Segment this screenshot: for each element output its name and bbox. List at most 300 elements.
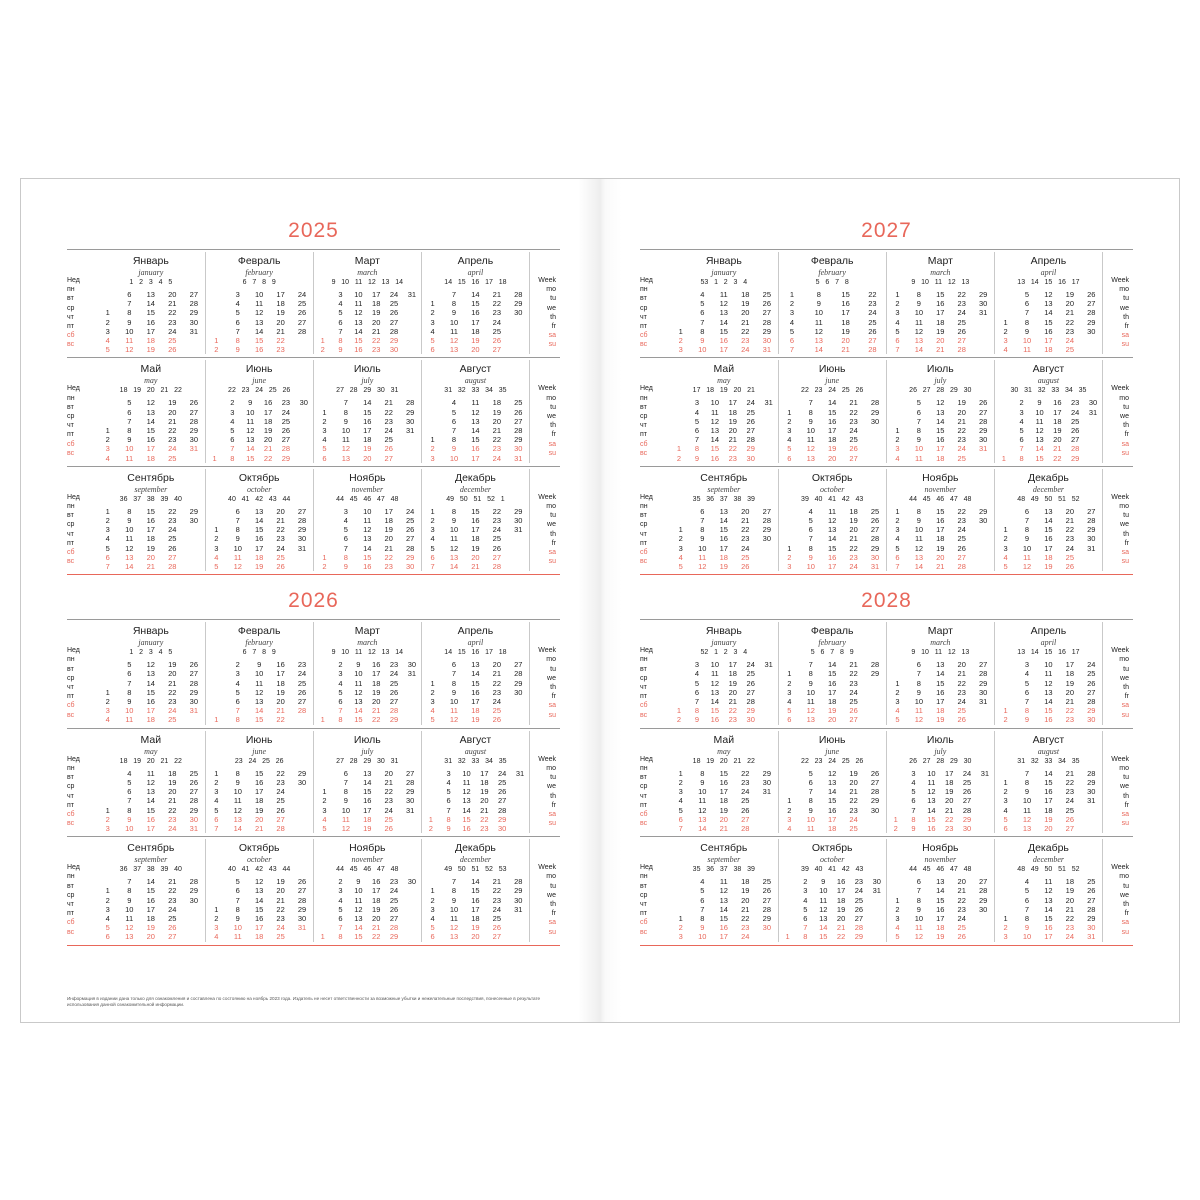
week-day-row — [995, 905, 1102, 914]
day-cell: 23 — [384, 562, 393, 572]
week-day-row — [422, 327, 529, 336]
day-cell: 28 — [746, 435, 755, 445]
day-cell: 27 — [297, 697, 307, 707]
day-cell: 21 — [1065, 768, 1075, 778]
day-cell: 12 — [936, 398, 945, 408]
day-cell: 4 — [451, 398, 457, 408]
day-cell — [868, 896, 886, 905]
day-cell: 30 — [498, 823, 507, 833]
day-cell: 23 — [1071, 398, 1080, 408]
month-name: Август august — [422, 360, 529, 387]
day-cell: 24 — [741, 932, 750, 942]
day-cell: 27 — [746, 426, 755, 436]
day-cell: 13 — [341, 453, 351, 463]
day-cell: 21 — [957, 669, 966, 679]
week-numbers: 36 37 38 39 40 — [119, 866, 182, 874]
day-cell: 7 — [1024, 308, 1030, 318]
month-grid — [97, 507, 205, 571]
day-cell — [314, 886, 332, 895]
day-cell: 18 — [372, 299, 381, 309]
day-cell — [97, 769, 119, 778]
week-day-row — [422, 299, 529, 308]
day-cell: 27 — [1071, 435, 1080, 445]
day-cell — [1081, 562, 1102, 571]
day-cell — [206, 516, 227, 525]
week-day-row — [206, 796, 313, 805]
day-cell: 8 — [808, 669, 813, 679]
week-day-row — [887, 660, 994, 669]
day-cell: 5 — [803, 904, 808, 914]
day-cell: 18 — [276, 299, 285, 309]
day-cell — [403, 318, 421, 327]
day-cell: 24 — [384, 805, 393, 815]
day-cell: 13 — [1044, 687, 1053, 697]
day-cell: 4 — [105, 534, 110, 544]
week-day-row — [670, 408, 778, 417]
day-cell: 27 — [492, 345, 502, 355]
row-labels-right — [530, 731, 561, 833]
week-day-row — [670, 544, 778, 553]
day-cell: 27 — [957, 336, 966, 346]
day-cell: 28 — [168, 562, 177, 572]
week-day-row — [422, 660, 529, 669]
month-name-en: october — [246, 855, 272, 865]
day-cell — [183, 553, 205, 562]
week-day-row — [97, 778, 205, 787]
month-name: Июнь june — [206, 731, 313, 758]
month-grid — [887, 507, 994, 571]
week-day-row — [779, 525, 886, 534]
day-cell: 8 — [451, 678, 457, 688]
day-cell: 11 — [927, 777, 936, 787]
month-name-en: october — [819, 484, 845, 494]
day-cell: 3 — [105, 706, 110, 716]
day-cell — [403, 679, 421, 688]
day-cell — [422, 796, 440, 805]
day-cell: 7 — [338, 326, 343, 336]
week-numbers: 22 23 24 25 26 — [801, 387, 864, 395]
day-cell — [760, 706, 778, 715]
day-cell: 22 — [868, 290, 877, 299]
month-row — [640, 249, 1133, 357]
day-cell: 16 — [471, 516, 480, 526]
day-cell: 9 — [343, 796, 348, 806]
month-name-en: july — [934, 376, 947, 386]
day-cell: 27 — [762, 895, 772, 905]
day-cell — [760, 688, 778, 697]
week-day-row — [314, 299, 421, 308]
day-cell: 10 — [449, 904, 459, 914]
day-cell: 5 — [322, 444, 327, 454]
week-day-row — [422, 507, 529, 516]
day-cell: 30 — [189, 814, 199, 824]
day-cell — [508, 345, 529, 354]
month-name-en: december — [1032, 484, 1064, 494]
year-block-2026 — [67, 589, 560, 945]
row-labels-right — [530, 622, 561, 724]
day-cell — [206, 308, 227, 317]
daynames-en: mo tu we th fr sa su — [546, 286, 556, 349]
day-cell: 23 — [168, 435, 177, 445]
day-cell: 23 — [1065, 715, 1075, 725]
day-cell: 8 — [803, 932, 808, 942]
month-grid — [670, 290, 778, 354]
day-cell — [864, 824, 885, 833]
month-name-en: april — [467, 638, 484, 648]
day-cell: 7 — [1024, 516, 1030, 526]
day-cell: 23 — [276, 534, 285, 544]
week-label-right: Week — [1111, 864, 1129, 872]
day-cell: 20 — [372, 317, 381, 327]
day-cell: 20 — [168, 407, 177, 417]
day-cell: 9 — [343, 562, 348, 572]
week-day-row — [422, 706, 529, 715]
day-cell: 29 — [978, 895, 988, 905]
month-grid — [995, 290, 1102, 354]
day-cell — [864, 697, 885, 706]
day-cell: 15 — [471, 299, 480, 309]
day-cell: 18 — [255, 932, 264, 942]
day-cell — [868, 905, 886, 914]
day-cell — [508, 534, 529, 543]
week-day-row — [995, 697, 1102, 706]
week-label-right: Week — [538, 493, 556, 501]
month-block — [313, 469, 421, 571]
day-cell: 31 — [872, 886, 881, 896]
day-cell: 26 — [962, 787, 972, 797]
day-cell — [1084, 417, 1102, 426]
day-cell: 31 — [189, 444, 199, 454]
day-cell: 8 — [235, 525, 240, 535]
week-day-row — [314, 923, 421, 932]
day-cell: 12 — [449, 923, 459, 933]
day-cell — [972, 914, 993, 923]
day-cell: 27 — [189, 290, 199, 299]
day-cell: 1 — [320, 336, 325, 346]
day-cell — [779, 877, 797, 886]
day-cell: 17 — [276, 290, 285, 299]
day-cell: 30 — [962, 823, 972, 833]
day-cell: 6 — [787, 715, 792, 725]
day-cell: 13 — [936, 877, 945, 887]
day-cell: 9 — [127, 895, 132, 905]
day-cell: 18 — [146, 336, 155, 346]
day-cell: 11 — [125, 715, 134, 725]
day-cell: 25 — [762, 877, 772, 887]
day-cell: 11 — [914, 534, 923, 544]
day-cell — [399, 454, 420, 463]
day-cell: 30 — [514, 308, 523, 318]
daynames-ru: пн вт ср чт пт сб вс — [640, 873, 648, 936]
day-cell: 31 — [978, 308, 988, 318]
day-cell: 30 — [405, 416, 415, 426]
day-cell: 21 — [741, 516, 750, 526]
month-block — [313, 731, 421, 833]
day-cell — [511, 824, 529, 833]
day-cell: 2 — [789, 299, 795, 309]
day-cell: 2 — [787, 805, 792, 815]
day-cell: 10 — [354, 886, 363, 896]
day-cell: 12 — [255, 877, 264, 887]
week-day-row — [995, 796, 1102, 805]
day-cell: 7 — [451, 426, 457, 436]
week-label-right: Week — [1111, 385, 1129, 393]
month-block — [313, 252, 421, 354]
day-cell: 8 — [338, 932, 343, 942]
day-cell: 21 — [276, 706, 285, 716]
day-cell — [403, 886, 421, 895]
day-cell — [887, 877, 908, 886]
day-cell: 17 — [728, 660, 737, 670]
day-cell: 8 — [343, 552, 348, 562]
day-cell: 2 — [105, 895, 110, 905]
month-grid — [887, 290, 994, 354]
day-cell: 24 — [297, 669, 307, 679]
week-day-row — [97, 454, 205, 463]
day-cell: 27 — [870, 525, 880, 535]
day-cell: 29 — [405, 407, 415, 417]
day-cell: 16 — [363, 562, 372, 572]
day-cell: 31 — [764, 660, 773, 670]
week-day-row — [314, 697, 421, 706]
day-cell: 2 — [105, 435, 110, 445]
month-name-en: february — [818, 638, 846, 648]
day-cell: 25 — [384, 814, 393, 824]
day-cell: 24 — [281, 407, 291, 417]
day-cell: 26 — [957, 326, 966, 336]
day-cell: 24 — [492, 525, 502, 535]
day-cell: 5 — [700, 299, 705, 309]
day-cell: 15 — [719, 768, 728, 778]
day-cell: 17 — [255, 543, 264, 553]
day-cell: 4 — [895, 923, 900, 933]
day-cell: 29 — [1087, 706, 1096, 716]
week-day-row — [779, 660, 886, 669]
day-cell — [887, 796, 905, 805]
day-cell: 2 — [1003, 787, 1008, 797]
day-cell: 18 — [841, 317, 850, 327]
day-cell: 17 — [1044, 932, 1053, 942]
day-cell: 3 — [230, 407, 235, 417]
day-cell: 13 — [449, 932, 459, 942]
day-cell: 1 — [105, 308, 110, 318]
day-cell: 8 — [127, 687, 132, 697]
day-cell: 10 — [449, 525, 459, 535]
day-cell — [972, 932, 993, 941]
day-cell: 3 — [446, 768, 451, 778]
day-cell: 10 — [462, 768, 471, 778]
week-day-row — [670, 660, 778, 669]
day-cell: 24 — [741, 345, 750, 355]
day-cell: 2 — [895, 687, 900, 697]
day-cell: 25 — [868, 317, 877, 327]
day-cell: 11 — [125, 453, 134, 463]
day-cell: 9 — [127, 317, 132, 327]
week-numbers: 31 32 33 34 35 — [1017, 757, 1080, 765]
week-day-row — [995, 290, 1102, 299]
day-cell: 30 — [407, 660, 417, 670]
day-cell: 11 — [710, 407, 719, 417]
day-cell — [868, 932, 886, 941]
day-cell — [206, 435, 224, 444]
day-cell: 13 — [936, 407, 945, 417]
year-block-2028 — [640, 589, 1133, 945]
day-cell: 3 — [430, 697, 435, 707]
day-cell: 8 — [916, 506, 921, 516]
week-day-row — [97, 877, 205, 886]
week-day-row — [887, 706, 994, 715]
day-cell: 25 — [492, 913, 502, 923]
day-cell: 2 — [322, 796, 327, 806]
day-cell: 21 — [492, 877, 502, 887]
week-day-row — [422, 905, 529, 914]
day-cell: 6 — [430, 345, 435, 355]
day-cell: 19 — [936, 932, 945, 942]
day-cell: 17 — [728, 398, 737, 408]
week-day-row — [670, 697, 778, 706]
week-day-row — [670, 516, 778, 525]
day-cell: 15 — [146, 687, 155, 697]
day-cell — [422, 778, 440, 787]
day-cell: 28 — [1087, 516, 1096, 526]
week-day-row — [422, 697, 529, 706]
day-cell: 27 — [1087, 506, 1096, 516]
week-day-row — [779, 507, 886, 516]
day-cell: 12 — [146, 777, 155, 787]
year-block-2027 — [640, 219, 1133, 575]
day-cell — [976, 778, 994, 787]
week-numbers: 6 7 8 9 — [242, 649, 276, 657]
day-cell: 29 — [189, 506, 199, 516]
day-cell — [670, 905, 692, 914]
day-cell: 8 — [700, 913, 705, 923]
day-cell: 22 — [957, 426, 966, 436]
day-cell: 13 — [914, 336, 924, 346]
day-cell: 22 — [1065, 317, 1075, 327]
week-day-row — [314, 669, 421, 678]
day-cell: 17 — [471, 317, 480, 327]
week-day-row — [206, 806, 313, 815]
daynames-en: mo tu we th fr sa su — [1119, 394, 1129, 457]
day-cell — [995, 660, 1016, 669]
day-cell — [291, 806, 312, 815]
day-cell: 4 — [694, 407, 699, 417]
day-cell: 28 — [389, 923, 399, 933]
month-block — [886, 622, 994, 724]
day-cell: 25 — [389, 895, 399, 905]
week-day-row — [995, 336, 1102, 345]
day-cell: 21 — [384, 777, 393, 787]
day-cell: 20 — [741, 506, 750, 516]
day-cell: 22 — [1065, 777, 1075, 787]
day-cell — [291, 336, 312, 345]
day-cell: 29 — [297, 904, 307, 914]
month-grid — [995, 660, 1102, 724]
day-cell: 14 — [719, 516, 728, 526]
week-day-row — [97, 669, 205, 678]
day-cell: 22 — [168, 426, 177, 436]
day-cell: 14 — [146, 796, 155, 806]
day-cell: 17 — [828, 814, 837, 824]
day-cell: 19 — [146, 923, 155, 933]
day-cell: 19 — [168, 660, 177, 670]
day-cell: 10 — [806, 426, 815, 436]
week-day-row — [887, 697, 994, 706]
month-grid — [422, 290, 529, 354]
day-cell: 21 — [836, 923, 846, 933]
month-block — [994, 839, 1102, 941]
day-cell: 1 — [678, 525, 683, 535]
day-cell: 6 — [895, 336, 900, 346]
day-cell: 20 — [1044, 823, 1053, 833]
day-cell: 8 — [700, 525, 705, 535]
day-cell: 31 — [189, 823, 199, 833]
week-day-row — [995, 553, 1102, 562]
week-day-row — [422, 778, 529, 787]
day-cell: 3 — [235, 290, 240, 299]
day-cell: 13 — [698, 814, 707, 824]
day-cell — [422, 769, 440, 778]
day-cell: 17 — [146, 525, 155, 535]
day-cell: 11 — [255, 678, 264, 688]
day-cell: 29 — [405, 787, 415, 797]
day-cell — [760, 679, 778, 688]
week-day-row — [779, 715, 886, 724]
day-cell: 2 — [895, 435, 900, 445]
week-day-row — [779, 679, 886, 688]
week-day-row — [779, 877, 886, 886]
week-numbers: 27 28 29 30 31 — [336, 757, 399, 765]
day-cell: 31 — [764, 398, 773, 408]
day-cell: 19 — [372, 904, 381, 914]
day-cell: 23 — [741, 336, 750, 346]
day-cell: 26 — [849, 444, 858, 454]
day-cell: 21 — [168, 678, 177, 688]
day-cell — [295, 435, 313, 444]
day-cell: 27 — [762, 308, 772, 318]
day-cell — [995, 905, 1016, 914]
day-cell — [314, 769, 335, 778]
day-cell: 28 — [492, 562, 502, 572]
day-cell — [183, 454, 205, 463]
day-cell: 8 — [916, 895, 921, 905]
week-day-row — [995, 877, 1102, 886]
day-cell: 1 — [789, 290, 795, 299]
month-name-en: june — [825, 376, 840, 386]
day-cell — [670, 318, 692, 327]
week-day-row — [97, 435, 205, 444]
day-cell: 29 — [389, 715, 399, 725]
day-cell: 20 — [372, 697, 381, 707]
month-grid — [422, 507, 529, 571]
day-cell: 1 — [105, 506, 110, 516]
day-cell: 12 — [354, 687, 363, 697]
day-cell: 18 — [384, 516, 393, 526]
day-cell: 4 — [322, 435, 327, 445]
day-cell: 4 — [343, 516, 348, 526]
day-cell: 31 — [407, 669, 417, 679]
day-cell: 25 — [1087, 669, 1096, 679]
day-cell: 12 — [698, 805, 707, 815]
week-day-row — [206, 525, 313, 534]
day-cell: 12 — [814, 326, 823, 336]
week-day-row — [995, 769, 1102, 778]
month-name-en: august — [464, 376, 487, 386]
day-cell: 30 — [870, 416, 880, 426]
day-cell: 24 — [389, 290, 399, 299]
day-cell: 13 — [471, 416, 480, 426]
day-cell — [295, 426, 313, 435]
